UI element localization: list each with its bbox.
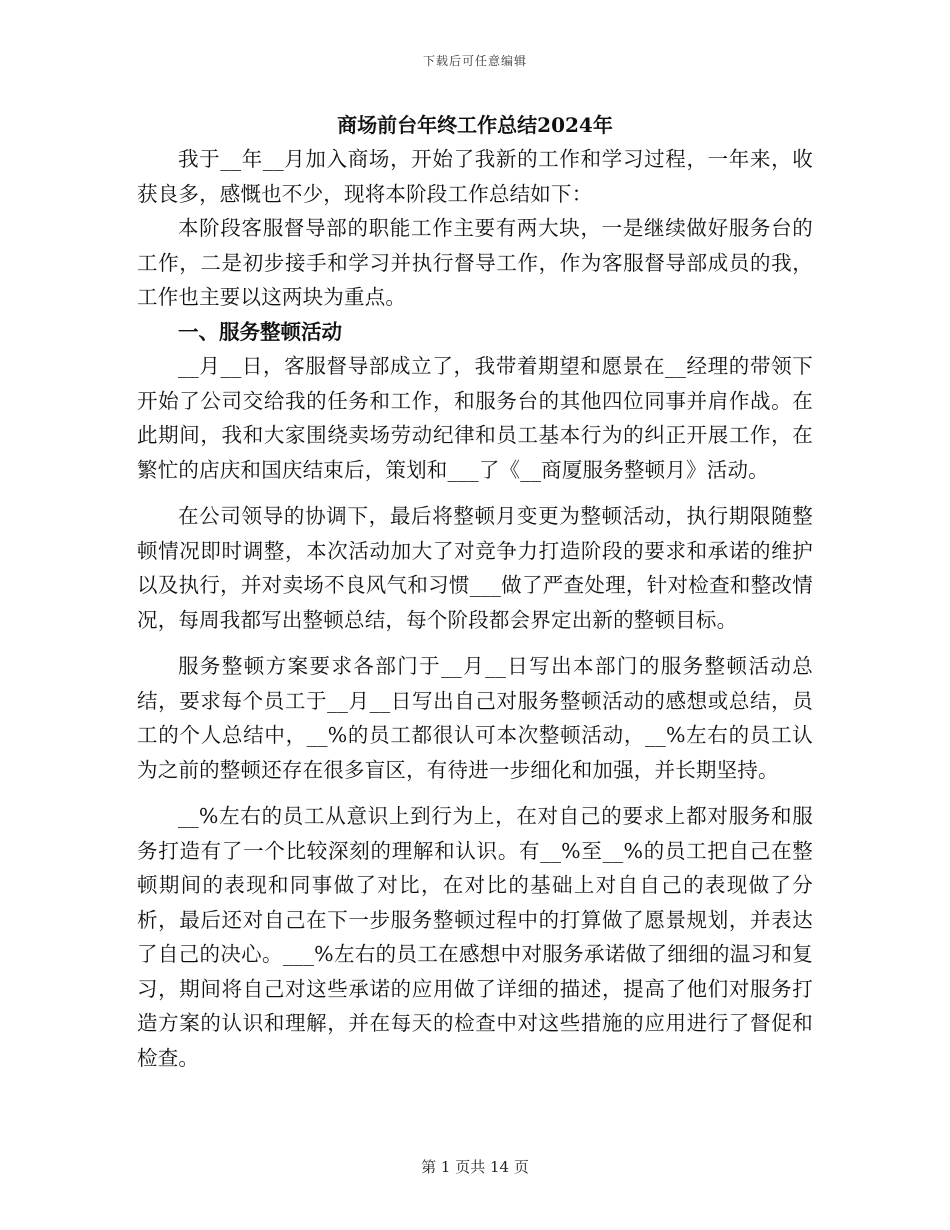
paragraph-section1-3: 服务整顿方案要求各部门于__月__日写出本部门的服务整顿活动总结，要求每个员工于__月__日写出自己对服务整顿活动的感想或总结，员工的个人总结中，__%的员工都很认可本次整顿活动，__%左右的员工认为之前的整顿还存在很多盲区，有待进一步细化和加强，并长期坚持。 [137,654,813,782]
paragraph-duties: 本阶段客服督导部的职能工作主要有两大块，一是继续做好服务台的工作，二是初步接手和学习并执行督导工作，作为客服督导部成员的我，工作也主要以这两块为重点。 [137,216,813,309]
paragraph-section1-4: __%左右的员工从意识上到行为上，在对自己的要求上都对服务和服务打造有了一个比较深刻的理解和认识。有__%至__%的员工把自己在整顿期间的表现和同事做了对比，在对比的基础上对自自己的表现做了分析，最后还对自己在下一步服务整顿过程中的打算做了愿景规划，并表达了自己的决心。___%左右的员工在感想中对服务承诺做了细细的温习和复习，期间将自己对这些承诺的应用做了详细的描述，提高了他们对服务打造方案的认识和理解，并在每天的检查中对这些措施的应用进行了督促和检查。 [137,804,813,1070]
section-heading: 一、服务整顿活动 [178,319,342,344]
paragraph-intro: 我于__年__月加入商场，开始了我新的工作和学习过程，一年来，收获良多，感慨也不少，现将本阶段工作总结如下： [137,147,813,206]
page-number: 第 1 页共 14 页 [421,1158,529,1176]
paragraph-section1-1: __月__日，客服督导部成立了，我带着期望和愿景在__经理的带领下开始了公司交给我的任务和工作，和服务台的其他四位同事并肩作战。在此期间，我和大家围绕卖场劳动纪律和员工基本行为的纠正开展工作，在繁忙的店庆和国庆结束后，策划和___了《__商厦服务整顿月》活动。 [137,354,813,482]
document-title: 商场前台年终工作总结2024年 [337,113,613,137]
paragraph-section1-2: 在公司领导的协调下，最后将整顿月变更为整顿活动，执行期限随整顿情况即时调整，本次活动加大了对竞争力打造阶段的要求和承诺的维护以及执行，并对卖场不良风气和习惯___做了严查处理，针对检查和整改情况，每周我都写出整顿总结，每个阶段都会界定出新的整顿目标。 [137,504,813,632]
page-header-note: 下载后可任意编辑 [422,54,527,68]
document-body [137,108,813,1075]
